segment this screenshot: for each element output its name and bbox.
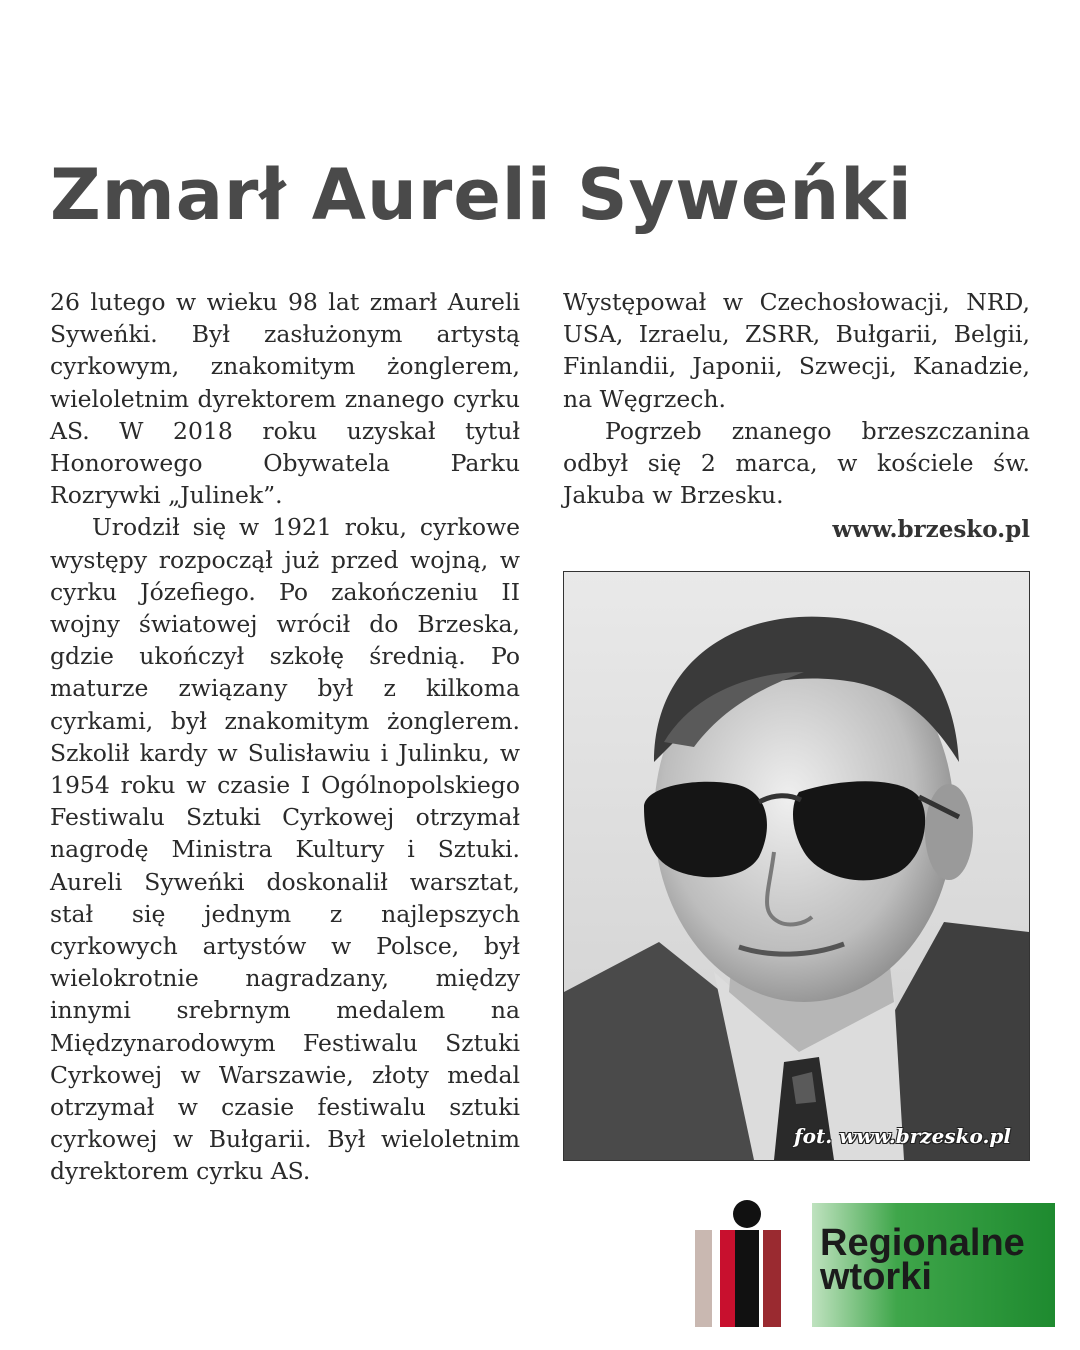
logo-dot <box>733 1200 761 1228</box>
article-column-left <box>50 286 520 1188</box>
source-link[interactable]: www.brzesko.pl <box>832 516 1030 543</box>
portrait-photo <box>563 571 1030 1161</box>
logo-line-2: wtorki <box>820 1256 932 1298</box>
paragraph: Pogrzeb znanego brzeszczanina odbył się 2 marca, w kościele św. Jakuba w Brzesku. <box>563 416 1030 510</box>
portrait-illustration <box>564 572 1029 1160</box>
regionalne-wtorki-logo <box>695 1200 1055 1327</box>
logo-line-1: Regionalne <box>820 1222 1025 1264</box>
logo-bar <box>763 1230 781 1327</box>
paragraph: Występował w Czechosłowacji, NRD, USA, Izraelu, ZSRR, Bułgarii, Belgii, Finlandii, Japonii, Szwecji, Kanadzie, na Węgrzech. <box>563 288 1030 413</box>
paragraph: Urodził się w 1921 roku, cyrkowe występy rozpoczął już przed wojną, w cyrku Józefiego. Po zakończeniu II wojny światowej wrócił do Brzeska, gdzie ukończył szkołę średnią. Po maturze związany był z kilkoma cyrkami, był znakomitym żonglerem. Szkolił kardy w Sulisławiu i Julinku, w 1954 roku w czasie I Ogólnopolskiego Festiwalu Sztuki Cyrkowej otrzymał nagrodę Ministra Kultury i Sztuki. Aureli Syweńki doskonalił warsztat, stał się jednym z najlepszych cyrkowych artystów w Polsce, był wielokrotnie nagradzany, między innymi srebrnym medalem na Międzynarodowym Festiwalu Sztuki Cyrkowej w Warszawie, złoty medal otrzymał w czasie festiwalu sztuki cyrkowej w Bułgarii. Był wieloletnim dyrektorem cyrku AS. <box>50 513 520 1186</box>
logo-bar <box>735 1230 759 1327</box>
logo-bar <box>695 1230 712 1327</box>
article-column-right <box>563 286 1030 511</box>
photo-credit: fot. www.brzesko.pl <box>794 1124 1011 1148</box>
article-headline: Zmarł Aureli Syweńki <box>50 154 913 236</box>
logo-text <box>820 1222 1025 1298</box>
paragraph: 26 lutego w wieku 98 lat zmarł Aureli Syweńki. Był zasłużonym artystą cyrkowym, znakomitym żonglerem, wieloletnim dyrektorem znanego cyrku AS. W 2018 roku uzyskał tytuł Honorowego Obywatela Parku Rozrywki „Julinek”. <box>50 288 520 510</box>
